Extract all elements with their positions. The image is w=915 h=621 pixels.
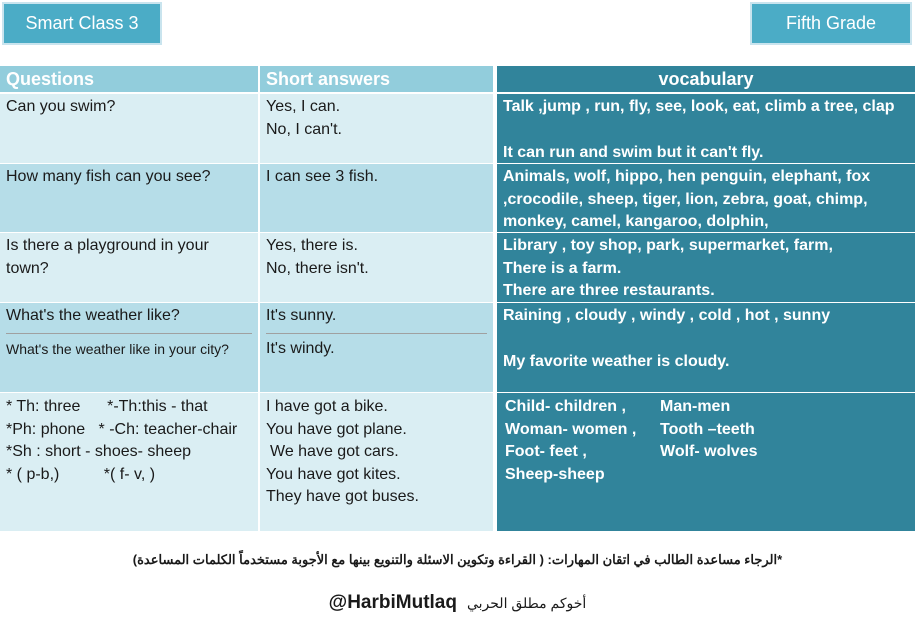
answer-text: It's windy. bbox=[266, 339, 335, 357]
vocabulary-text: My favorite weather is cloudy. bbox=[503, 352, 730, 370]
phonics-text: *Sh : short - shoes- sheep bbox=[6, 443, 191, 460]
answer-text: They have got buses. bbox=[266, 488, 419, 505]
vocabulary-text: monkey, camel, kangaroo, dolphin, bbox=[503, 213, 769, 230]
vocabulary-text: ,crocodile, sheep, tiger, lion, zebra, goat, chimp, bbox=[503, 190, 868, 208]
question-cell bbox=[0, 233, 258, 302]
answer-text: I have got a bike. bbox=[266, 398, 388, 415]
author-name: أخوكم مطلق الحربي bbox=[466, 594, 587, 611]
vocabulary-text: It can run and swim but it can't fly. bbox=[503, 143, 764, 161]
question-text: Is there a playground in your bbox=[6, 237, 209, 254]
vocabulary-text: Library , toy shop, park, supermarket, farm, bbox=[503, 237, 833, 254]
answer-text: No, I can't. bbox=[266, 120, 342, 138]
vocabulary-text: Talk ,jump , run, fly, see, look, eat, climb a tree, clap bbox=[503, 98, 895, 115]
plural-pair bbox=[505, 419, 909, 442]
cell-divider bbox=[6, 333, 252, 334]
answer-cell bbox=[260, 164, 493, 232]
question-text: What's the weather like? bbox=[6, 307, 180, 324]
vocabulary-text: There are three restaurants. bbox=[503, 282, 715, 299]
vocabulary-cell bbox=[497, 303, 915, 392]
question-cell bbox=[0, 393, 258, 531]
vocabulary-text bbox=[503, 328, 909, 351]
vocabulary-cell bbox=[497, 164, 915, 232]
question-cell bbox=[0, 94, 258, 163]
vocabulary-text: There is a farm. bbox=[503, 259, 622, 277]
answer-cell bbox=[260, 393, 493, 531]
answer-cell bbox=[260, 233, 493, 302]
answer-text: Yes, there is. bbox=[266, 237, 358, 254]
column-header-short-answers: Short answers bbox=[260, 66, 493, 92]
grade-label: Fifth Grade bbox=[750, 2, 912, 45]
signature bbox=[0, 592, 915, 614]
question-text: What's the weather like in your city? bbox=[6, 340, 229, 357]
question-text: Can you swim? bbox=[6, 98, 116, 115]
answer-text: You have got plane. bbox=[266, 420, 407, 438]
answer-cell bbox=[260, 94, 493, 163]
vocabulary-cell bbox=[497, 233, 915, 302]
author-handle: @HarbiMutlaq bbox=[328, 592, 457, 613]
vocabulary-cell bbox=[497, 94, 915, 163]
plural-pair bbox=[505, 464, 909, 487]
answer-text: It's sunny. bbox=[266, 307, 337, 324]
teacher-note: *الرجاء مساعدة الطالب في اتقان المهارات: ( القراءة وتكوين الاسئلة والتنويع بينها مع الأجوبة مستخدماً الكلمات المساعدة) bbox=[132, 552, 783, 567]
column-header-questions: Questions bbox=[0, 66, 258, 92]
column-header-vocabulary: vocabulary bbox=[497, 66, 915, 92]
vocabulary-text: Foot- feet , bbox=[505, 443, 587, 460]
phonics-text: * Th: three *-Th:this - that bbox=[6, 398, 208, 415]
answer-text: You have got kites. bbox=[266, 465, 401, 483]
vocabulary-text bbox=[503, 119, 909, 142]
question-cell bbox=[0, 303, 258, 392]
class-label: Smart Class 3 bbox=[2, 2, 162, 45]
vocabulary-text: Raining , cloudy , windy , cold , hot , sunny bbox=[503, 307, 831, 324]
vocabulary-text: Man-men bbox=[660, 398, 731, 415]
answer-text: We have got cars. bbox=[270, 443, 399, 460]
phonics-text: * ( p-b,) *( f- v, ) bbox=[6, 465, 156, 483]
question-text: town? bbox=[6, 259, 49, 277]
answer-text: No, there isn't. bbox=[266, 259, 369, 277]
vocabulary-text: Child- children , bbox=[505, 398, 626, 415]
vocabulary-text: Animals, wolf, hippo, hen penguin, elephant, fox bbox=[503, 168, 871, 185]
vocabulary-text: Tooth –teeth bbox=[660, 420, 755, 438]
plural-pair bbox=[505, 396, 909, 419]
vocabulary-text: Woman- women , bbox=[505, 420, 637, 438]
answer-text: I can see 3 fish. bbox=[266, 168, 379, 185]
cell-divider bbox=[266, 333, 487, 334]
answer-cell bbox=[260, 303, 493, 392]
vocabulary-text: Sheep-sheep bbox=[505, 465, 605, 483]
plural-pair bbox=[505, 441, 909, 464]
answer-text: Yes, I can. bbox=[266, 98, 341, 115]
question-cell bbox=[0, 164, 258, 232]
phonics-text: *Ph: phone * -Ch: teacher-chair bbox=[6, 420, 238, 438]
vocabulary-cell bbox=[497, 393, 915, 531]
question-text: How many fish can you see? bbox=[6, 168, 211, 185]
vocabulary-text: Wolf- wolves bbox=[660, 443, 758, 460]
